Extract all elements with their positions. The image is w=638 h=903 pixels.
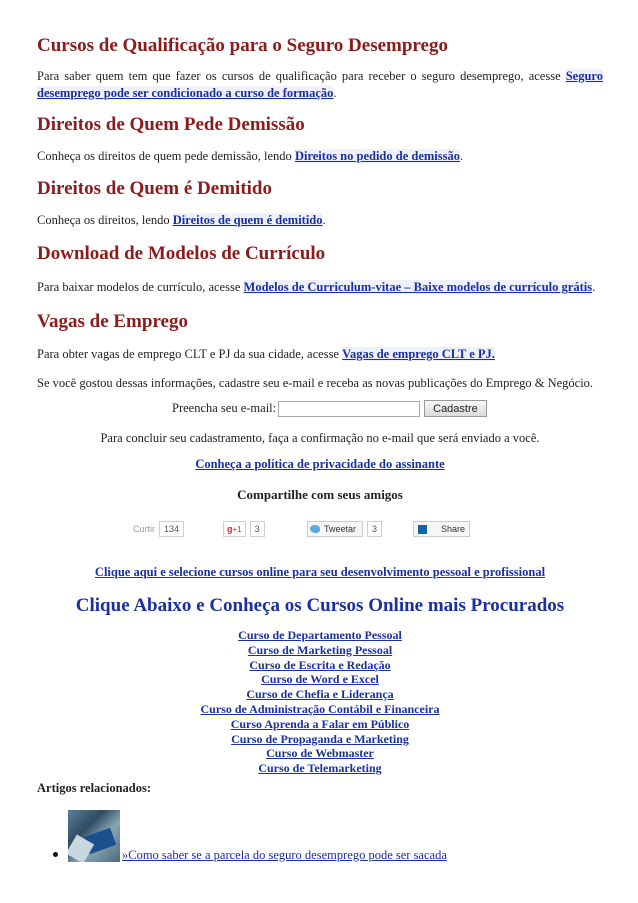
like-label[interactable]: Curtir xyxy=(133,524,155,534)
email-label: Preencha seu e-mail: xyxy=(172,401,277,415)
section-title-demitido: Direitos de Quem é Demitido xyxy=(37,178,272,199)
section-text-seguro-desemprego: Para saber quem tem que fazer os cursos de qualificação para receber o seguro desemprego, acesse Seguro desemprego pode ser condicionado a curso de formação. xyxy=(37,69,603,100)
related-article-item xyxy=(53,810,447,862)
share-bar xyxy=(37,521,603,539)
tweet-label: Tweetar xyxy=(324,524,357,534)
link-seguro-desemprego-condicionado[interactable]: Seguro desemprego pode ser condicionado a curso de formação xyxy=(37,69,603,100)
tweet-button[interactable] xyxy=(307,521,363,537)
privacy-policy-link[interactable]: Conheça a política de privacidade do assinante xyxy=(195,457,445,471)
email-input[interactable] xyxy=(278,401,420,417)
linkedin-icon xyxy=(418,525,427,534)
section-text-curriculo: Para baixar modelos de currículo, acesse Modelos de Curriculum-vitae – Baixe modelos de currículo grátis. xyxy=(37,280,596,294)
course-link[interactable]: Curso de Marketing Pessoal xyxy=(247,642,393,657)
section-title-pede-demissao: Direitos de Quem Pede Demissão xyxy=(37,114,305,135)
online-courses-link-wrap xyxy=(37,564,603,580)
course-link[interactable]: Curso de Telemarketing xyxy=(258,761,382,776)
section-text-demitido: Conheça os direitos, lendo Direitos de quem é demitido. xyxy=(37,213,326,227)
course-link[interactable]: Curso de Word e Excel xyxy=(261,672,379,687)
related-article-thumbnail[interactable] xyxy=(68,810,120,862)
course-link[interactable]: Curso de Propaganda e Marketing xyxy=(231,731,409,746)
privacy-link-wrap xyxy=(37,456,603,472)
subscribe-form xyxy=(172,400,487,417)
section-title-curriculo: Download de Modelos de Currículo xyxy=(37,243,326,264)
link-direitos-pedido-demissao[interactable]: Direitos no pedido de demissão xyxy=(294,149,461,163)
like-count: 134 xyxy=(159,521,184,537)
tweet-count: 3 xyxy=(367,521,382,537)
gplus-label: +1 xyxy=(232,525,242,534)
course-link[interactable]: Curso Aprenda a Falar em Público xyxy=(230,716,410,731)
gplus-icon[interactable]: g+1 xyxy=(223,521,246,537)
gplus-count: 3 xyxy=(250,521,265,537)
subscribe-confirm-text: Para concluir seu cadastramento, faça a confirmação no e-mail que será enviado a você. xyxy=(100,431,540,445)
subscribe-intro: Se você gostou dessas informações, cadastre seu e-mail e receba as novas publicações do Emprego & Negócio. xyxy=(37,376,594,390)
course-link[interactable]: Curso de Chefia e Liderança xyxy=(246,687,394,702)
share-title: Compartilhe com seus amigos xyxy=(237,487,403,502)
link-direitos-demitido[interactable]: Direitos de quem é demitido xyxy=(172,213,323,227)
course-link[interactable]: Curso de Webmaster xyxy=(266,746,374,761)
like-widget[interactable] xyxy=(133,521,184,537)
course-link[interactable]: Curso de Departamento Pessoal xyxy=(238,628,402,642)
linkedin-widget[interactable] xyxy=(413,521,470,537)
linkedin-share-button[interactable] xyxy=(413,521,470,537)
gplus-widget[interactable] xyxy=(223,521,265,537)
course-link[interactable]: Curso de Escrita e Redação xyxy=(249,657,391,672)
link-modelos-curriculo[interactable]: Modelos de Curriculum-vitae – Baixe modelos de currículo grátis xyxy=(243,280,593,294)
related-articles-title: Artigos relacionados: xyxy=(37,781,151,795)
section-title-vagas: Vagas de Emprego xyxy=(37,311,188,332)
bullet-icon xyxy=(53,852,58,857)
section-text-pede-demissao: Conheça os direitos de quem pede demissão, lendo Direitos no pedido de demissão. xyxy=(37,149,464,163)
section-title-seguro-desemprego: Cursos de Qualificação para o Seguro Desemprego xyxy=(37,35,448,56)
online-courses-link[interactable]: Clique aqui e selecione cursos online para seu desenvolvimento pessoal e profissional xyxy=(94,565,546,579)
course-link[interactable]: Curso de Administração Contábil e Financeira xyxy=(200,701,440,716)
related-article-link[interactable]: »Como saber se a parcela do seguro desemprego pode ser sacada xyxy=(122,848,447,862)
courses-list xyxy=(37,628,603,776)
subscribe-button[interactable]: Cadastre xyxy=(424,400,487,417)
section-text-vagas: Para obter vagas de emprego CLT e PJ da sua cidade, acesse Vagas de emprego CLT e PJ. xyxy=(37,347,495,361)
twitter-bird-icon xyxy=(310,525,320,533)
tweet-widget[interactable] xyxy=(307,521,382,537)
courses-heading: Clique Abaixo e Conheça os Cursos Online mais Procurados xyxy=(75,595,565,616)
link-vagas-clt-pj[interactable]: Vagas de emprego CLT e PJ. xyxy=(342,347,495,361)
share-label: Share xyxy=(441,524,466,534)
